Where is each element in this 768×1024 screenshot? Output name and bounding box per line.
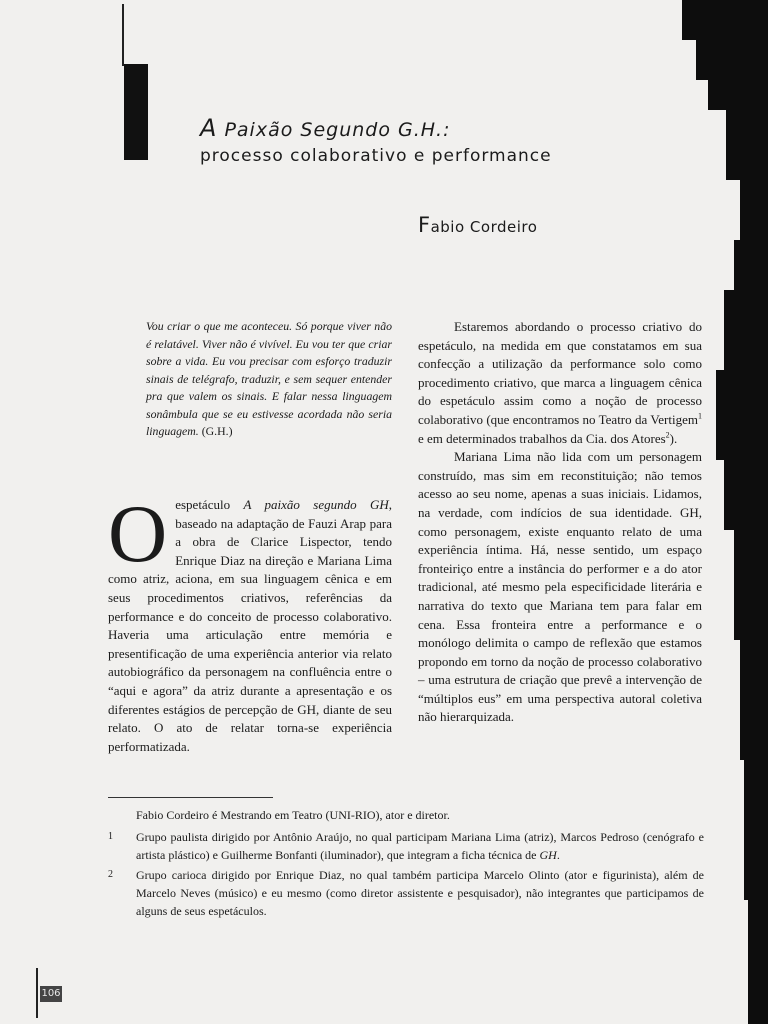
footnote-body: Grupo paulista dirigido por Antônio Araújo, no qual participam Mariana Lima (atriz), Marcos Pedroso (cenógrafo e artista plástico) e Guilherme Bonfanti (iluminador), que integram a ficha técnica de	[136, 830, 704, 862]
drop-cap: O	[108, 488, 168, 579]
epigraph-attribution: (G.H.)	[201, 424, 233, 438]
footnote-text	[136, 828, 704, 864]
article-title	[200, 114, 451, 142]
footnote-number: 2	[108, 869, 113, 880]
page-number: 106	[40, 986, 62, 1002]
page-margin-rule	[36, 968, 38, 1018]
footnote-divider	[108, 797, 273, 798]
left-paragraph	[108, 488, 392, 756]
right-paragraph-2: Mariana Lima não lida com um personagem construído, mas sim em reconstituição; não temos acesso ao seu nome, apenas a suas iniciais. Lidamos, na verdade, com indícios de sua identidade. GH, como personagem, existe enquanto relato de uma experiência íntima. Há, nesse sentido, um espaço fronteiriço entre a instância do performer e a do ator tradicional, até mesmo pela especificidade literária e narrativa do texto que Mariana tem para falar em cena. Essa fronteira entre a performance e o monólogo delimita o campo de reflexão que estamos propondo em torno da noção de processo colaborativo – uma estrutura de criação que prevê a intervenção de “múltiplos eus” em uma perspectiva autoral coletiva não hierarquizada.	[418, 449, 702, 725]
right-paragraph-1	[418, 318, 702, 448]
footnote-2	[108, 866, 704, 920]
footnote-emphasis: GH	[539, 848, 557, 862]
article-subtitle: processo colaborativo e performance	[200, 146, 552, 166]
footnote-number: 1	[108, 831, 113, 842]
body-text: ).	[669, 430, 678, 446]
footnote-1	[108, 828, 704, 864]
epigraph-quote: Vou criar o que me aconteceu. Só porque viver não é relatável. Viver não é vivível. Eu vou ter que criar sobre a vida. Eu vou precisar com esforço traduzir sinais de telégrafo, traduzir, e sem sequer entender pra que valem os sinais. E falar nessa linguagem sonâmbula que se eu estivesse acordada não seria linguagem.	[146, 319, 392, 438]
body-text: , baseado na adaptação de Fauzi Arap para a obra de Clarice Lispector, tendo Enrique Diaz na direção e Mariana Lima como atriz, aciona, em sua linguagem cênica e em seus procedimentos criativos, referências da performance e do conceito de processo colaborativo. Haveria uma articulação entre memória e presentificação de uma experiência anterior via relato autobiográfico da personagem na confluência entre o “aqui e agora” da atriz durante a apresentação e os diferentes estágios de percepção de GH, diante de seu relato. O ato de relatar torna-se experiência performatizada.	[108, 497, 392, 754]
work-title: A paixão segundo GH	[243, 497, 389, 512]
title-accent-bar	[124, 64, 148, 160]
footnote-text: Grupo carioca dirigido por Enrique Diaz, no qual também participa Marcelo Olinto (ator e figurinista), além de Marcelo Neves (músico) e eu mesmo (como diretor assistente e pesquisador), não integrantes que participamos de alguns de seus espetáculos.	[136, 868, 704, 918]
right-column	[418, 318, 702, 727]
title-initial: A	[200, 114, 218, 142]
footnote-ref[interactable]: 1	[698, 411, 702, 421]
author-bio-note: Fabio Cordeiro é Mestrando em Teatro (UNI-RIO), ator e diretor.	[136, 808, 450, 822]
body-text: e em determinados trabalhos da Cia. dos Atores	[418, 430, 666, 446]
author-rest: abio Cordeiro	[430, 218, 538, 236]
author-name	[418, 213, 537, 237]
vertical-rule	[122, 4, 124, 66]
footnote-ref[interactable]: 2	[665, 430, 670, 440]
body-text: espetáculo	[175, 497, 244, 512]
title-rest: Paixão Segundo G.H.:	[217, 119, 451, 141]
footnote-end: .	[556, 848, 560, 862]
author-initial: F	[418, 213, 431, 237]
left-column	[108, 488, 392, 756]
epigraph	[146, 318, 392, 441]
body-text: Estaremos abordando o processo criativo do espetáculo, na medida em que constatamos em sua confecção a utilização da performance solo como procedimento criativo, que marca a linguagem cênica do espetáculo assim como a noção de processo colaborativo (que encontramos no Teatro da Vertigem	[418, 319, 702, 427]
